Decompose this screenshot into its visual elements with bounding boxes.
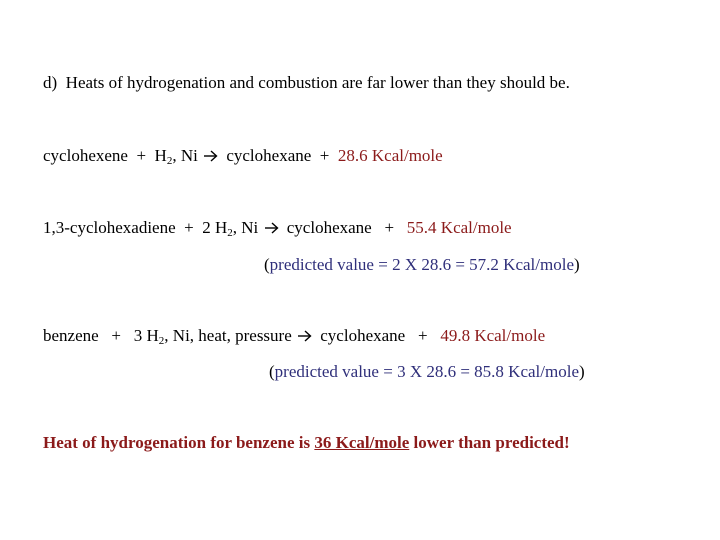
- heading-text: d) Heats of hydrogenation and combustion are far lower than they should be.: [43, 73, 570, 92]
- eq3-value: 49.8 Kcal/mole: [440, 326, 546, 345]
- eq3-reagent: , Ni, heat, pressure: [164, 326, 292, 345]
- eq2-product: cyclohexane +: [286, 218, 407, 237]
- eq2-reactant: 1,3-cyclohexadiene + 2 H: [43, 218, 228, 237]
- conclusion-post: lower than predicted!: [409, 433, 570, 452]
- eq2-predicted-value: predicted value = 2 X 28.6 = 57.2 Kcal/mole: [269, 255, 574, 274]
- eq3-predicted-value: predicted value = 3 X 28.6 = 85.8 Kcal/mole: [274, 362, 579, 381]
- equation-cyclohexene: [43, 146, 443, 166]
- right-arrow-icon: [298, 330, 312, 342]
- eq2-value: 55.4 Kcal/mole: [406, 218, 512, 237]
- eq2-subscript: 2: [227, 227, 233, 239]
- right-arrow-icon: [204, 150, 218, 162]
- eq3-predicted: [269, 362, 585, 382]
- eq1-product: cyclohexane +: [226, 146, 338, 165]
- equation-cyclohexadiene: [43, 218, 512, 238]
- eq2-predicted: [264, 255, 580, 275]
- eq3-subscript: 2: [158, 335, 165, 347]
- conclusion-emphasis: 36 Kcal/mole: [314, 433, 410, 452]
- eq3-product: cyclohexane +: [320, 326, 441, 345]
- conclusion-text: [43, 433, 570, 453]
- equation-benzene: [43, 326, 545, 346]
- eq1-subscript: 2: [166, 155, 173, 167]
- eq2-pred-close: ): [574, 255, 580, 274]
- eq2-pred-open: (: [264, 255, 270, 274]
- eq1-reagent: , Ni: [172, 146, 198, 165]
- eq3-pred-close: ): [579, 362, 585, 381]
- eq1-reactant: cyclohexene + H: [43, 146, 167, 165]
- eq3-pred-open: (: [269, 362, 275, 381]
- conclusion-pre: Heat of hydrogenation for benzene is: [43, 433, 315, 452]
- eq1-value: 28.6 Kcal/mole: [337, 146, 443, 165]
- right-arrow-icon: [265, 222, 279, 234]
- eq3-reactant: benzene + 3 H: [43, 326, 159, 345]
- eq2-reagent: , Ni: [232, 218, 259, 237]
